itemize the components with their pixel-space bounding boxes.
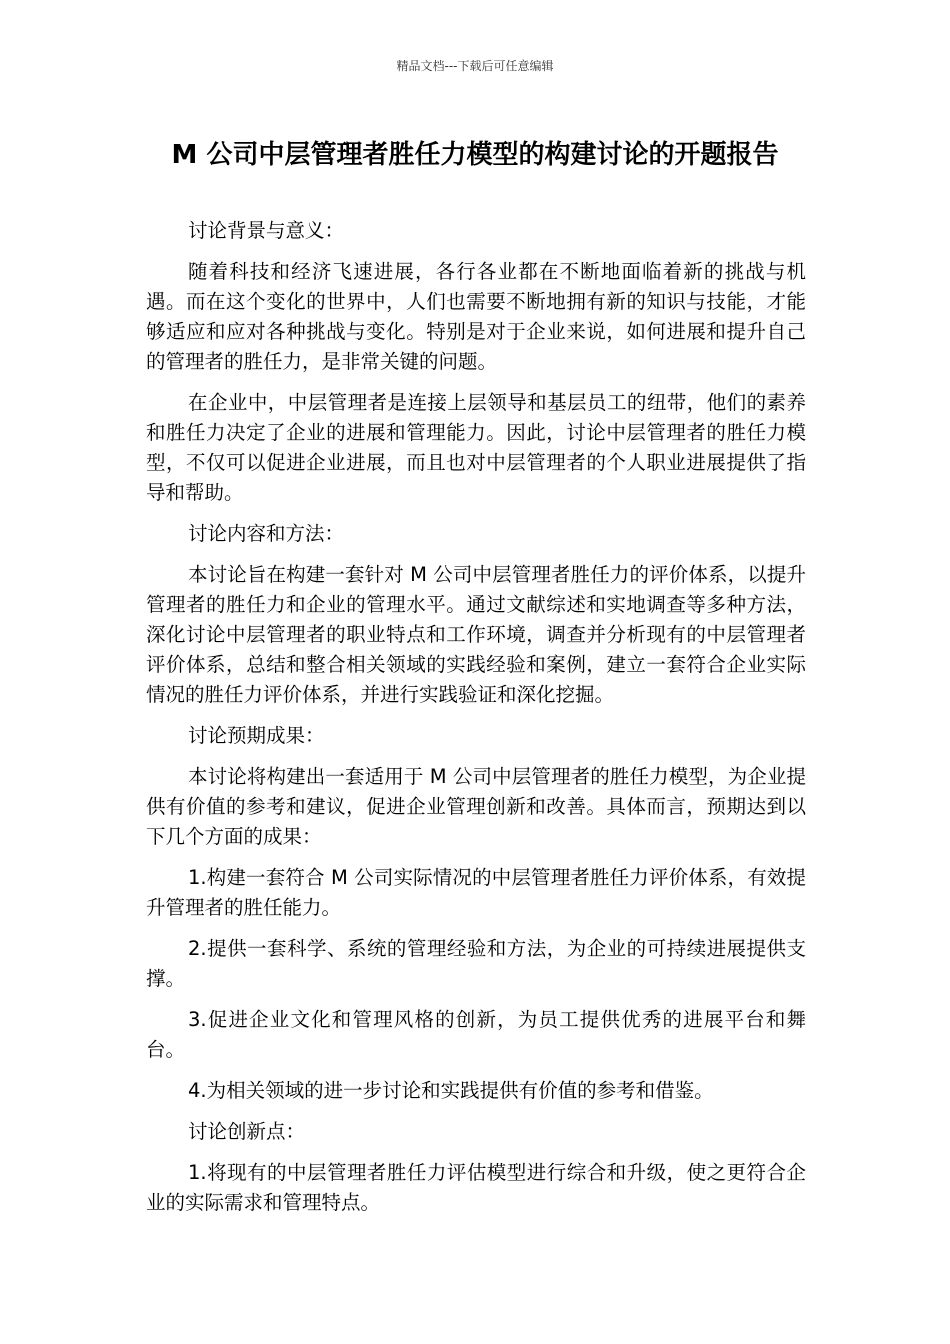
list-item-result-4: 4.为相关领域的进一步讨论和实践提供有价值的参考和借鉴。: [188, 1079, 714, 1102]
section-heading-innovation: 讨论创新点：: [188, 1120, 306, 1143]
paragraph-content-method: 本讨论旨在构建一套针对 M 公司中层管理者胜任力的评价体系，以提升管理者的胜任力和企业的管理水平。通过文献综述和实地调查等多种方法，深化讨论中层管理者的职业特点和工作环境，调查并分析现有的中层管理者评价体系，总结和整合相关领域的实践经验和案例，建立一套符合企业实际情况的胜任力评价体系，并进行实践验证和深化挖掘。: [146, 563, 806, 706]
header-note: 精品文档---下载后可任意编辑: [396, 59, 554, 73]
section-heading-background: 讨论背景与意义：: [188, 219, 345, 242]
paragraph-background-2: 在企业中，中层管理者是连接上层领导和基层员工的纽带，他们的素养和胜任力决定了企业的进展和管理能力。因此，讨论中层管理者的胜任力模型，不仅可以促进企业进展，而且也对中层管理者的个人职业进展提供了指导和帮助。: [146, 391, 806, 504]
list-item-result-1: 1.构建一套符合 M 公司实际情况的中层管理者胜任力评价体系，有效提升管理者的胜任能力。: [146, 866, 806, 919]
paragraph-background-1: 随着科技和经济飞速进展，各行各业都在不断地面临着新的挑战与机遇。而在这个变化的世界中，人们也需要不断地拥有新的知识与技能，才能够适应和应对各种挑战与变化。特别是对于企业来说，如何进展和提升自己的管理者的胜任力，是非常关键的问题。: [146, 260, 806, 373]
document-title: M 公司中层管理者胜任力模型的构建讨论的开题报告: [171, 140, 779, 170]
document-body: [146, 216, 806, 1229]
list-item-innovation-1: 1.将现有的中层管理者胜任力评估模型进行综合和升级，使之更符合企业的实际需求和管理特点。: [146, 1161, 806, 1214]
paragraph-expected-results: 本讨论将构建出一套适用于 M 公司中层管理者的胜任力模型，为企业提供有价值的参考和建议，促进企业管理创新和改善。具体而言，预期达到以下几个方面的成果：: [146, 765, 806, 848]
list-item-result-2: 2.提供一套科学、系统的管理经验和方法，为企业的可持续进展提供支撑。: [146, 937, 806, 990]
section-heading-expected-results: 讨论预期成果：: [188, 724, 325, 747]
list-item-result-3: 3.促进企业文化和管理风格的创新，为员工提供优秀的进展平台和舞台。: [146, 1008, 806, 1061]
section-heading-content-method: 讨论内容和方法：: [188, 522, 345, 545]
